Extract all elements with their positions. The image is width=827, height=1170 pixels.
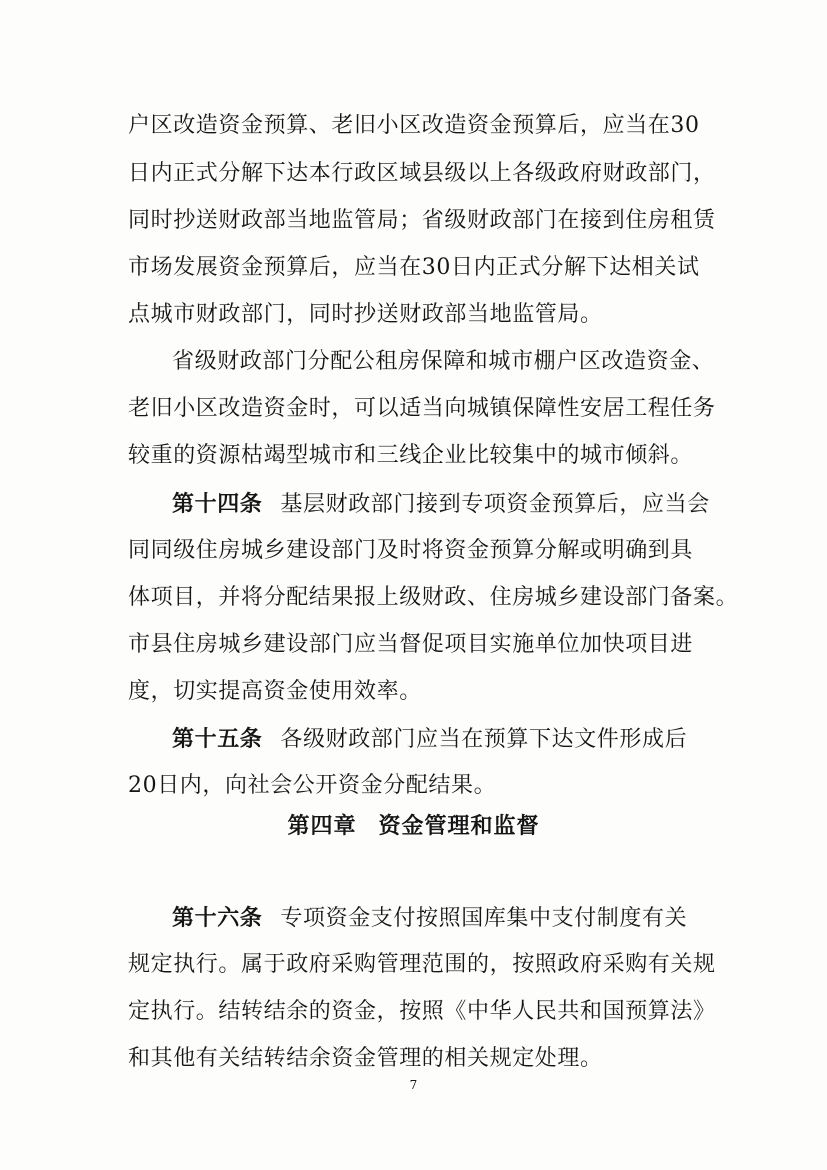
page-number: 7: [409, 1078, 418, 1092]
paragraph-line: 户区改造资金预算、老旧小区改造资金预算后，应当在30: [128, 113, 700, 138]
paragraph-line: 市县住房城乡建设部门应当督促项目实施单位加快项目进: [128, 632, 694, 657]
article-16-text: 专项资金支付按照国库集中支付制度有关: [280, 906, 688, 931]
chapter-number: 第四章: [287, 814, 357, 839]
paragraph-line: 较重的资源枯竭型城市和三线企业比较集中的城市倾斜。: [128, 443, 694, 468]
paragraph-line: 定执行。结转结余的资金，按照《中华人民共和国预算法》: [128, 999, 716, 1024]
chapter-heading: [0, 812, 827, 842]
paragraph-line: 点城市财政部门，同时抄送财政部当地监管局。: [128, 302, 603, 327]
article-15-title: 第十五条: [172, 726, 263, 752]
paragraph-line: 体项目，并将分配结果报上级财政、住房城乡建设部门备案。: [128, 585, 739, 610]
paragraph-line: 规定执行。属于政府采购管理范围的，按照政府采购有关规: [128, 952, 716, 977]
chapter-title: 资金管理和监督: [378, 814, 540, 839]
article-14-first-line: [172, 489, 708, 520]
article-16-title: 第十六条: [172, 905, 263, 931]
paragraph-line: 省级财政部门分配公租房保障和城市棚户区改造资金、: [172, 349, 715, 374]
paragraph-line: 老旧小区改造资金时，可以适当向城镇保障性安居工程任务: [128, 396, 716, 421]
article-15-text: 各级财政部门应当在预算下达文件形成后: [280, 727, 688, 752]
paragraph-line: 20日内，向社会公开资金分配结果。: [128, 773, 497, 798]
article-14-text: 基层财政部门接到专项资金预算后，应当会: [280, 492, 710, 517]
paragraph-line: 同同级住房城乡建设部门及时将资金预算分解或明确到具: [128, 538, 694, 563]
article-16-first-line: [172, 903, 708, 934]
article-14-title: 第十四条: [172, 491, 263, 517]
article-15-first-line: [172, 724, 708, 755]
paragraph-line: 日内正式分解下达本行政区域县级以上各级政府财政部门，: [128, 161, 716, 186]
paragraph-line: 市场发展资金预算后，应当在30日内正式分解下达相关试: [128, 255, 700, 280]
paragraph-line: 同时抄送财政部当地监管局；省级财政部门在接到住房租赁: [128, 208, 716, 233]
paragraph-line: 度，切实提高资金使用效率。: [128, 679, 422, 704]
paragraph-line: 和其他有关结转结余资金管理的相关规定处理。: [128, 1046, 603, 1071]
